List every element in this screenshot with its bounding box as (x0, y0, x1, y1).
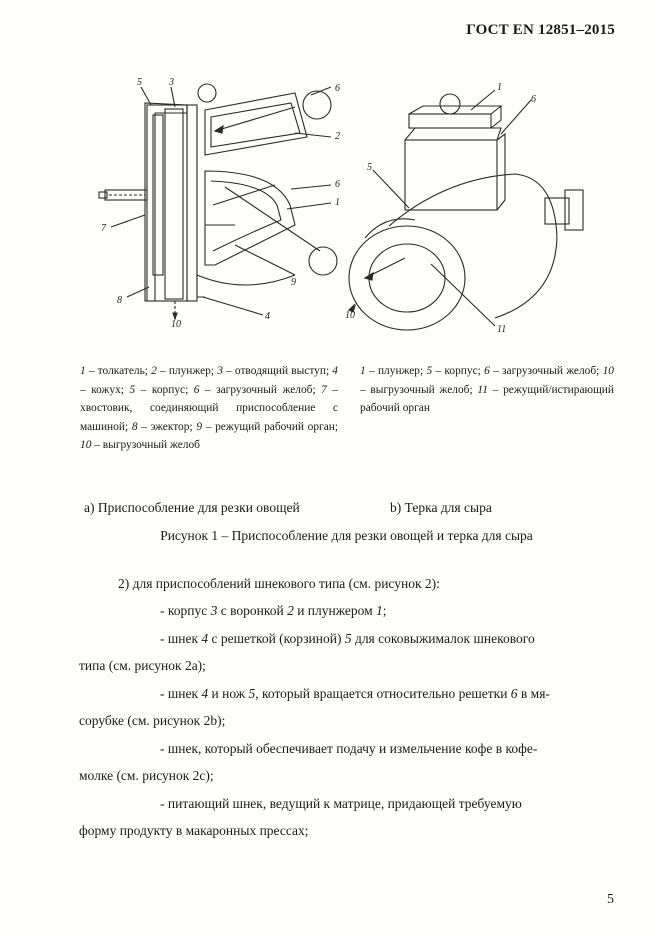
fig-b-label-6: 6 (531, 94, 536, 105)
ref-num: 3 (210, 603, 218, 618)
subcaption-a: а) Приспособление для резки овощей (84, 500, 300, 515)
body-line-1: 2) для приспособлений шнекового типа (см. рисунок 2): (118, 576, 440, 591)
fig-b-label-11: 11 (497, 324, 507, 335)
text: для соковыжималок шнекового (351, 631, 535, 646)
legend-text: – выгрузочный желоб; (360, 383, 478, 396)
ref-num: 4 (201, 631, 209, 646)
fig-a-label-5: 5 (137, 77, 142, 88)
legend-text: – отводящий выступ; (222, 365, 333, 377)
legend-text: – режущий рабочий орган; (202, 420, 339, 433)
body-line-4: типа (см. рисунок 2а); (79, 658, 206, 673)
fig-a-label-1: 1 (335, 197, 340, 208)
figure-b-cheese-grater (345, 78, 605, 338)
body-line-6: сорубке (см. рисунок 2b); (79, 713, 226, 728)
fig-b-label-1: 1 (497, 82, 502, 93)
legend-num: 10 (602, 365, 614, 377)
figure-a-vegetable-cutter (95, 75, 355, 335)
fig-a-label-9: 9 (291, 277, 296, 288)
ref-num: 4 (201, 686, 209, 701)
legend-text: – плунжер; (156, 365, 218, 377)
legend-num: 3 (217, 365, 223, 377)
text: - корпус (160, 603, 211, 618)
subcaption-b: b) Терка для сыра (390, 500, 492, 515)
document-header: ГОСТ EN 12851–2015 (466, 22, 615, 38)
text: и плунжером (293, 603, 377, 618)
fig-a-label-2: 2 (335, 131, 340, 142)
legend-num: 1 (360, 365, 366, 377)
body-line-7: - шнек, который обеспечивает подачу и измельчение кофе в кофе- (160, 741, 538, 756)
text: ; (382, 603, 387, 618)
legend-text: – плунжер; (365, 365, 427, 377)
fig-a-label-8: 8 (117, 295, 122, 306)
legend-num: 7 (321, 383, 327, 396)
fig-a-label-6: 6 (335, 83, 340, 94)
text: - шнек (160, 631, 202, 646)
legend-text: – загрузочный желоб; (489, 365, 603, 377)
fig-a-label-10: 10 (171, 319, 181, 330)
fig-b-label-5: 5 (367, 162, 372, 173)
legend-text: – корпус; (432, 365, 485, 377)
fig-a-label-4: 4 (265, 311, 270, 322)
figure-title: Рисунок 1 – Приспособление для резки овощей и терка для сыра (160, 528, 533, 543)
legend-text: – эжектор; (137, 420, 197, 433)
legend-text: – толкатель; (85, 365, 152, 377)
legend-text: – хвостовик, соединяющий приспособление с машиной; (80, 383, 339, 433)
ref-num: 5 (344, 631, 352, 646)
body-line-10: форму продукту в макаронных прессах; (79, 823, 309, 838)
fig-a-label-3: 3 (169, 77, 174, 88)
legend-num: 9 (196, 420, 203, 433)
legend-num: 6 (484, 365, 490, 377)
ref-num: 5 (248, 686, 256, 701)
legend-text: – выгрузочный желоб (91, 439, 200, 452)
text: и нож (208, 686, 249, 701)
legend-num: 8 (131, 420, 138, 433)
fig-a-label-7: 7 (101, 223, 106, 234)
fig-a-label-6b: 6 (335, 179, 340, 190)
legend-num: 6 (193, 383, 200, 396)
text: в мя- (517, 686, 550, 701)
legend-num: 5 (129, 383, 136, 396)
body-line-3 (160, 631, 535, 647)
body-line-2 (160, 603, 387, 619)
figure-b-legend (360, 362, 614, 418)
legend-text: – корпус; (135, 383, 194, 396)
fig-b-label-10: 10 (345, 310, 355, 321)
legend-text: – кожух; (80, 383, 130, 396)
body-line-9: - питающий шнек, ведущий к матрице, придающей требуемую (160, 796, 522, 811)
ref-num: 2 (287, 603, 294, 618)
legend-num: 10 (80, 439, 92, 452)
figure-a-legend (80, 362, 338, 455)
text: - шнек (160, 686, 202, 701)
body-line-8: молке (см. рисунок 2c); (79, 768, 214, 783)
legend-num: 2 (151, 365, 157, 377)
ref-num: 1 (376, 603, 383, 618)
text: , который вращается относительно решетки (255, 686, 511, 701)
legend-num: 4 (332, 365, 338, 377)
legend-text: – режущий/истирающий рабочий орган (360, 383, 614, 415)
ref-num: 6 (510, 686, 518, 701)
legend-text: – загрузочный желоб; (199, 383, 322, 396)
body-line-5 (160, 686, 550, 702)
text: с воронкой (217, 603, 288, 618)
legend-num: 1 (80, 365, 86, 377)
legend-num: 5 (426, 365, 433, 377)
legend-num: 11 (477, 383, 488, 396)
page-number: 5 (607, 892, 614, 907)
text: с решеткой (корзиной) (208, 631, 345, 646)
